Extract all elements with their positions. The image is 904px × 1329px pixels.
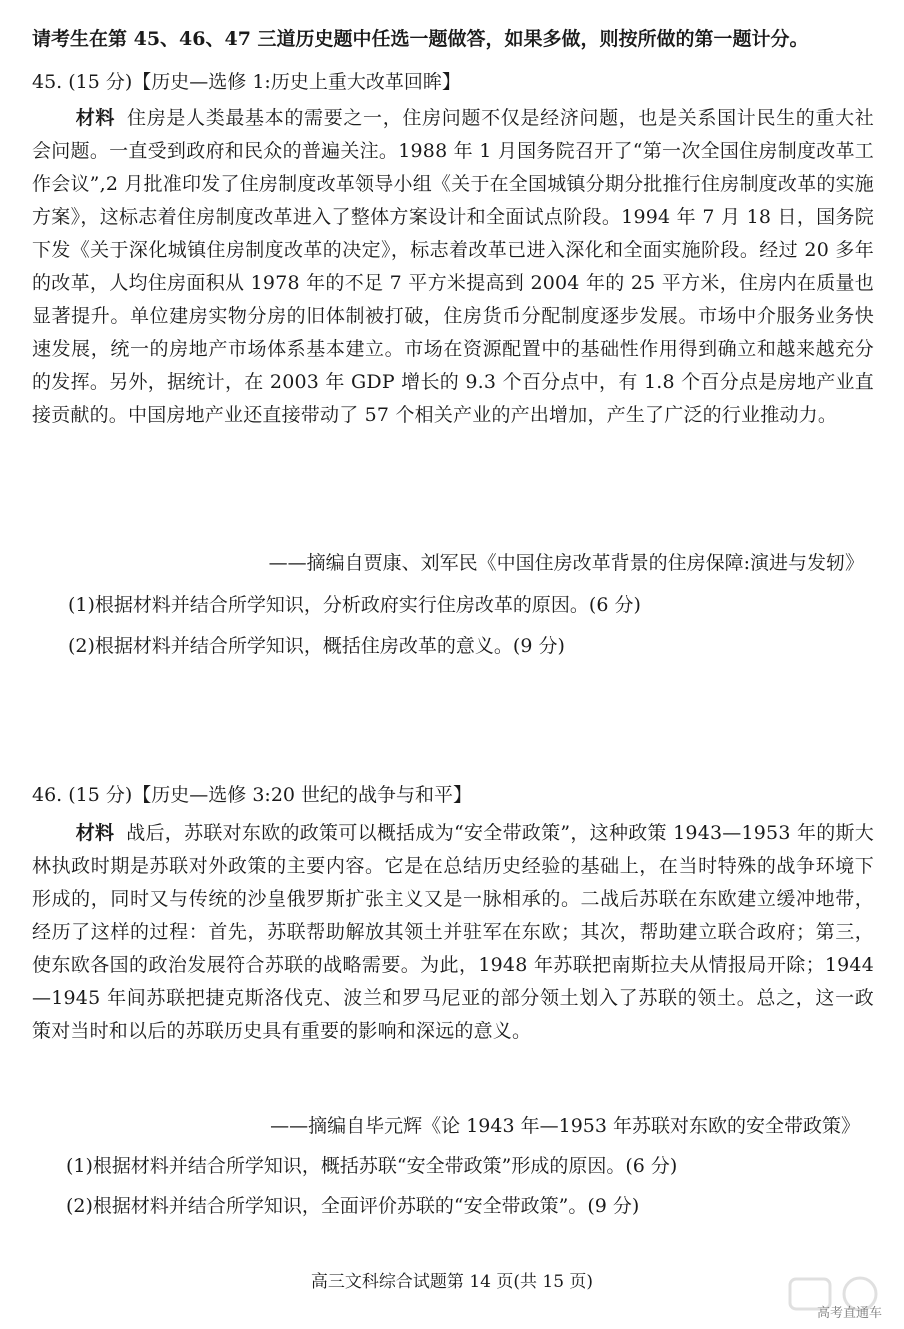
- q46-material-label: 材料: [75, 822, 115, 844]
- q46-question-1: (1)根据材料并结合所学知识，概括苏联“安全带政策”形成的原因。(6 分): [66, 1155, 678, 1177]
- q45-question-1: (1)根据材料并结合所学知识，分析政府实行住房改革的原因。(6 分): [68, 594, 641, 616]
- q46-material: [32, 817, 874, 1048]
- q46-source: ——摘编自毕元辉《论 1943 年—1953 年苏联对东欧的安全带政策》: [270, 1115, 860, 1137]
- q45-question-2: (2)根据材料并结合所学知识，概括住房改革的意义。(9 分): [68, 635, 565, 657]
- q46-header: 46. (15 分)【历史—选修 3:20 世纪的战争与和平】: [32, 784, 473, 806]
- q45-material-label: 材料: [75, 107, 116, 129]
- q45-header: 45. (15 分)【历史—选修 1:历史上重大改革回眸】: [32, 71, 461, 93]
- q45-material-text: 住房是人类最基本的需要之一，住房问题不仅是经济问题，也是关系国计民生的重大社会问题。一直受到政府和民众的普遍关注。1988 年 1 月国务院召开了“第一次全国住房制度改革工作会议”,2 月批准印发了住房制度改革领导小组《关于在全国城镇分期分批推行住房制度改革的实施方案》，这标志着住房制度改革进入了整体方案设计和全面试点阶段。1994 年 7 月 18 日，国务院下发《关于深化城镇住房制度改革的决定》，标志着改革已进入深化和全面实施阶段。经过 20 多年的改革，人均住房面积从 1978 年的不足 7 平方米提高到 2004 年的 25 平方米，住房内在质量也显著提升。单位建房实物分房的旧体制被打破，住房货币分配制度逐步发展。市场中介服务业务快速发展，统一的房地产市场体系基本建立。市场在资源配置中的基础性作用得到确立和越来越充分的发挥。另外，据统计，在 2003 年 GDP 增长的 9.3 个百分点中，有 1.8 个百分点是房地产业直接贡献的。中国房地产业还直接带动了 57 个相关产业的产出增加，产生了广泛的行业推动力。: [32, 107, 874, 426]
- q46-material-text: 战后，苏联对东欧的政策可以概括成为“安全带政策”，这种政策 1943—1953 年的斯大林执政时期是苏联对外政策的主要内容。它是在总结历史经验的基础上，在当时特殊的战争环境下形成的，同时又与传统的沙皇俄罗斯扩张主义又是一脉相承的。二战后苏联在东欧建立缓冲地带，经历了这样的过程：首先，苏联帮助解放其领土并驻军在东欧；其次，帮助建立联合政府；第三，使东欧各国的政治发展符合苏联的战略需要。为此，1948 年苏联把南斯拉夫从情报局开除；1944—1945 年间苏联把捷克斯洛伐克、波兰和罗马尼亚的部分领土划入了苏联的领土。总之，这一政策对当时和以后的苏联历史具有重要的影响和深远的意义。: [32, 822, 874, 1042]
- watermark-text: 高考直通车: [816, 1306, 882, 1321]
- q46-question-2: (2)根据材料并结合所学知识，全面评价苏联的“安全带政策”。(9 分): [66, 1195, 640, 1217]
- instruction: 请考生在第 45、46、47 三道历史题中任选一题做答，如果多做，则按所做的第一题计分。: [32, 28, 809, 50]
- q45-source: ——摘编自贾康、刘军民《中国住房改革背景的住房保障:演进与发轫》: [268, 552, 864, 574]
- q45-material: [32, 102, 874, 432]
- page-footer: 高三文科综合试题第 14 页(共 15 页): [310, 1272, 594, 1292]
